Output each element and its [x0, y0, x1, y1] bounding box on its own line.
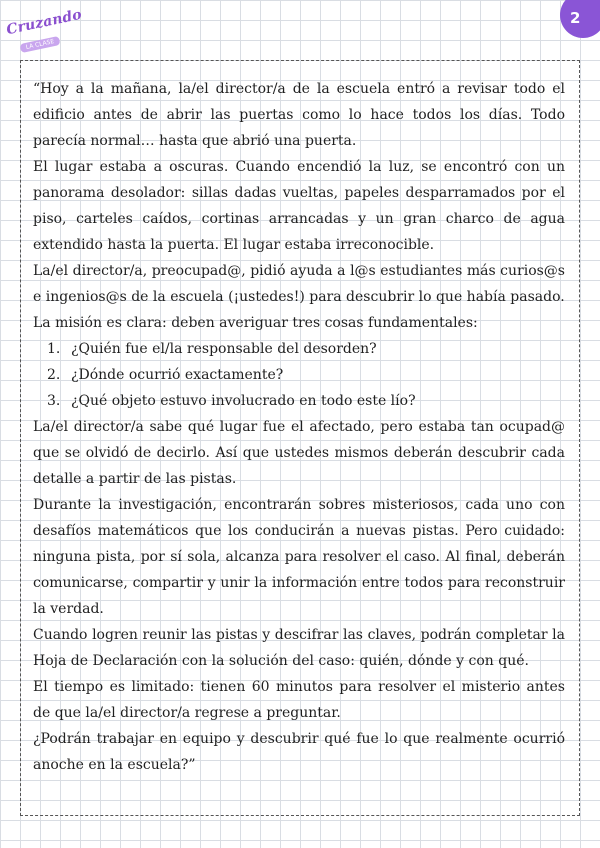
paragraph-request: La/el director/a, preocupad@, pidió ayuda a l@s estudiantes más curios@s e ingenios@s de la escuela (¡ustedes!) para descubrir lo que había pasado.	[33, 263, 565, 305]
paragraph-time: El tiempo es limitado: tienen 60 minutos para resolver el misterio antes de que la/el director/a regrese a preguntar.	[33, 679, 565, 721]
paragraph-mission: La misión es clara: deben averiguar tres cosas fundamentales:	[33, 315, 478, 331]
paragraph-investigation: Durante la investigación, encontrarán sobres misteriosos, cada uno con desafíos matemáticos que los conducirán a nuevas pistas. Pero cuidado: ninguna pista, por sí sola, alcanza para resolver el caso. Al final, deberán comunicarse, compartir y unir la información entre todos para reconstruir la verdad.	[33, 497, 565, 617]
list-item	[47, 388, 565, 414]
page-number-badge	[560, 0, 600, 38]
list-item	[47, 336, 565, 362]
paragraph-clue: La/el director/a sabe qué lugar fue el afectado, pero estaba tan ocupad@ que se olvidó de decirlo. Así que ustedes mismos deberán descubrir cada detalle a partir de las pistas.	[33, 419, 565, 487]
questions-list	[33, 336, 565, 414]
question-text: ¿Qué objeto estuvo involucrado en todo este lío?	[71, 393, 416, 409]
question-text: ¿Dónde ocurrió exactamente?	[71, 367, 284, 383]
paragraph-scene: El lugar estaba a oscuras. Cuando encendió la luz, se encontró con un panorama desolador: sillas dadas vueltas, papeles desparramados por el piso, carteles caídos, cortinas arrancadas y un gran charco de agua extendido hasta la puerta. El lugar estaba irreconocible.	[33, 159, 565, 253]
list-item	[47, 362, 565, 388]
question-text: ¿Quién fue el/la responsable del desorden?	[71, 341, 377, 357]
page-number: 2	[570, 9, 581, 27]
story-text	[33, 76, 565, 778]
list-number: 1.	[47, 341, 61, 357]
logo	[5, 6, 84, 54]
list-number: 3.	[47, 393, 61, 409]
logo-subtitle: LA CLASE	[20, 36, 61, 53]
paragraph-closing: ¿Podrán trabajar en equipo y descubrir qué fue lo que realmente ocurrió anoche en la escuela?”	[33, 731, 565, 773]
paragraph-intro: “Hoy a la mañana, la/el director/a de la escuela entró a revisar todo el edificio antes de abrir las puertas como lo hace todos los días. Todo parecía normal… hasta que abrió una puerta.	[33, 81, 565, 149]
list-number: 2.	[47, 367, 61, 383]
paragraph-declaration: Cuando logren reunir las pistas y descifrar las claves, podrán completar la Hoja de Declaración con la solución del caso: quién, dónde y con qué.	[33, 627, 565, 669]
logo-text: Cruzando	[5, 6, 84, 39]
